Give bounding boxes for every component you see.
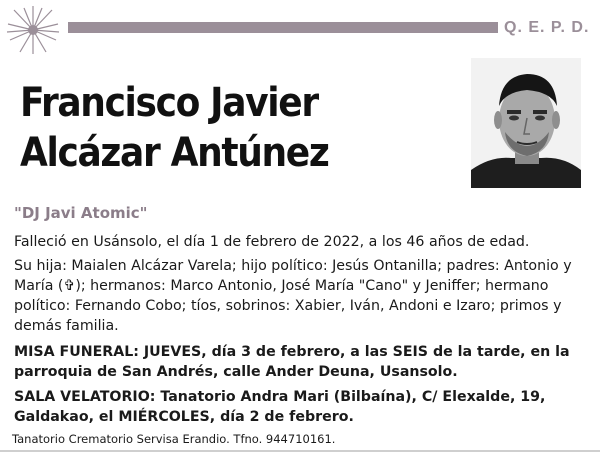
funeral-mass: MISA FUNERAL: JUEVES, día 3 de febrero, a las SEIS de la tarde, en la parroquia de San Andrés, calle Ander Deuna, Usansolo. [14, 344, 570, 380]
name-line-2: Alcázar Antúnez [20, 130, 329, 176]
portrait-photo-icon [471, 58, 581, 188]
death-notice: Falleció en Usánsolo, el día 1 de febrero de 2022, a los 46 años de edad. [14, 234, 530, 250]
alias: "DJ Javi Atomic" [14, 204, 148, 222]
qepd-label: Q. E. P. D. [504, 19, 590, 36]
header-bar [68, 22, 498, 33]
family-list-part-1: Su hija: Maialen Alcázar Varela; hijo político: Jesús Ontanilla; padres: Antonio y María ( [14, 258, 572, 294]
deceased-name [20, 78, 328, 178]
wake-room: SALA VELATORIO: Tanatorio Andra Mari (Bilbaína), C/ Elexalde, 19, Galdakao, el MIÉRCOLES, día 2 de febrero. [14, 389, 546, 425]
portrait-photo [471, 58, 581, 188]
family-list-part-2: ); hermanos: Marco Antonio, José María "Cano" y Jeniffer; hermano político: Fernando Cobo; tíos, sobrinos: Xabier, Iván, Andoni e Izaro; primos y demás familia. [14, 278, 562, 334]
cross-icon: ✞ [63, 278, 76, 294]
funeral-home: Tanatorio Crematorio Servisa Erandio. Tfno. 944710161. [12, 432, 336, 446]
family-list [14, 256, 588, 336]
palm-branch-icon [4, 4, 62, 56]
bottom-divider [0, 450, 600, 452]
name-line-1: Francisco Javier [20, 80, 318, 126]
